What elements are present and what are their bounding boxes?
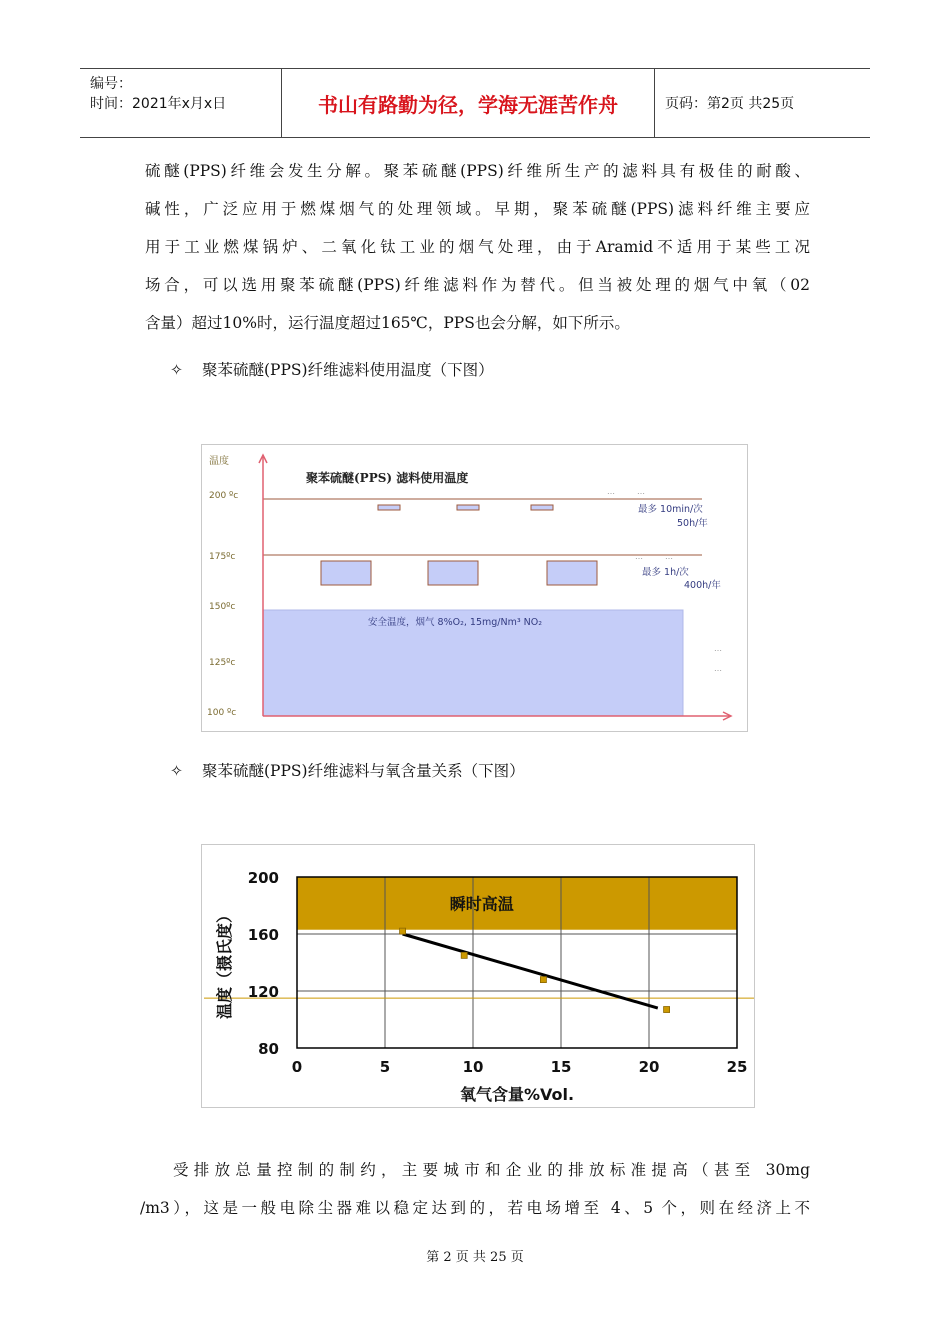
text-line: 用于工业燃煤锅炉、二氧化钛工业的烟气处理，由于Aramid不适用于某些工况: [145, 238, 810, 256]
data-point: [461, 952, 467, 958]
note-long-excursion: 最多 1h/次: [642, 567, 689, 578]
excursion-box-long: [428, 561, 478, 585]
y-tick-label: 120: [247, 983, 279, 1001]
note-short-annual: 50h/年: [677, 518, 708, 529]
text-line: 受排放总量控制的制约，主要城市和企业的排放标准提高（甚至 30mg: [173, 1161, 810, 1179]
text-line: 含量）超过10%时，运行温度超过165℃，PPS也会分解，如下所示。: [145, 314, 630, 332]
x-axis-label: 氧气含量%Vol.: [459, 1085, 575, 1104]
note-short-excursion: 最多 10min/次: [638, 504, 703, 515]
ellipsis: …: [607, 487, 615, 496]
x-tick-label: 10: [462, 1058, 484, 1076]
text-line: 碱性，广泛应用于燃煤烟气的处理领域。早期，聚苯硫醚(PPS)滤料纤维主要应: [145, 200, 810, 218]
ellipsis: …: [714, 644, 722, 653]
tick-label: 175ºc: [209, 552, 236, 562]
diamond-star-icon: ✧: [170, 361, 183, 379]
excursion-box-long: [321, 561, 371, 585]
number-label: 编号：: [90, 76, 132, 92]
ellipsis: …: [714, 664, 722, 673]
oxygen-temperature-chart: [202, 845, 754, 1107]
bullet-item: [170, 358, 494, 380]
data-point: [664, 1007, 670, 1013]
excursion-box-short: [531, 505, 553, 510]
bullet-text: 聚苯硫醚(PPS)纤维滤料与氧含量关系（下图）: [202, 762, 525, 780]
ellipsis: …: [665, 552, 673, 561]
x-tick-label: 0: [291, 1058, 303, 1076]
ellipsis: …: [635, 552, 643, 561]
bullet-item: [170, 759, 525, 781]
tick-label: 125ºc: [209, 658, 236, 668]
y-tick-label: 80: [258, 1040, 279, 1058]
page-footer: 第 2 页 共 25 页: [426, 1250, 524, 1265]
x-tick-label: 15: [550, 1058, 572, 1076]
y-axis-label: 温度: [209, 456, 229, 467]
text-line: 硫醚(PPS)纤维会发生分解。聚苯硫醚(PPS)纤维所生产的滤料具有极佳的耐酸、: [145, 162, 810, 180]
page-header: [80, 68, 870, 138]
ellipsis: …: [637, 487, 645, 496]
intro-paragraph: [145, 152, 810, 342]
tick-label: 200 ºc: [209, 491, 239, 501]
y-axis-label: 温度（摄氏度）: [215, 906, 234, 1020]
text-line: /m3），这是一般电除尘器难以稳定达到的，若电场增至 4、5 个，则在经济上不: [140, 1199, 810, 1217]
note-long-annual: 400h/年: [684, 580, 721, 591]
y-tick-labels: [248, 869, 279, 1058]
y-tick-label: 200: [247, 869, 279, 887]
x-tick-label: 5: [379, 1058, 391, 1076]
tick-label: 150ºc: [209, 602, 236, 612]
text-line: 场合，可以选用聚苯硫醚(PPS)纤维滤料作为替代。但当被处理的烟气中氧（02: [145, 276, 810, 294]
data-point: [540, 977, 546, 983]
time-label: 时间：2021年x月x日: [90, 96, 227, 112]
usage-temperature-chart: [202, 445, 747, 731]
outro-paragraph: [140, 1151, 810, 1227]
page-info: 页码：第2页 共25页: [665, 96, 795, 112]
x-tick-label: 20: [638, 1058, 660, 1076]
figure-usage-temperature: [201, 444, 748, 732]
tick-label: 100 ºc: [207, 708, 237, 718]
safe-zone-label: 安全温度，烟气 8%O₂, 15mg/Nm³ NO₂: [368, 617, 543, 628]
diamond-star-icon: ✧: [170, 762, 183, 780]
x-tick-labels: [292, 1058, 748, 1076]
bullet-text: 聚苯硫醚(PPS)纤维滤料使用温度（下图）: [202, 361, 494, 379]
data-point: [400, 928, 406, 934]
motto: 书山有路勤为径，学海无涯苦作舟: [282, 69, 655, 137]
figure-oxygen-temperature: [201, 844, 755, 1108]
band-label: 瞬时高温: [449, 894, 514, 914]
header-info-cell: [80, 69, 282, 137]
excursion-box-short: [378, 505, 400, 510]
y-tick-label: 160: [247, 926, 279, 944]
figure-title: 聚苯硫醚(PPS) 滤料使用温度: [306, 471, 469, 485]
excursion-box-short: [457, 505, 479, 510]
excursion-box-long: [547, 561, 597, 585]
x-tick-label: 25: [726, 1058, 748, 1076]
high-temp-band: [297, 877, 737, 930]
